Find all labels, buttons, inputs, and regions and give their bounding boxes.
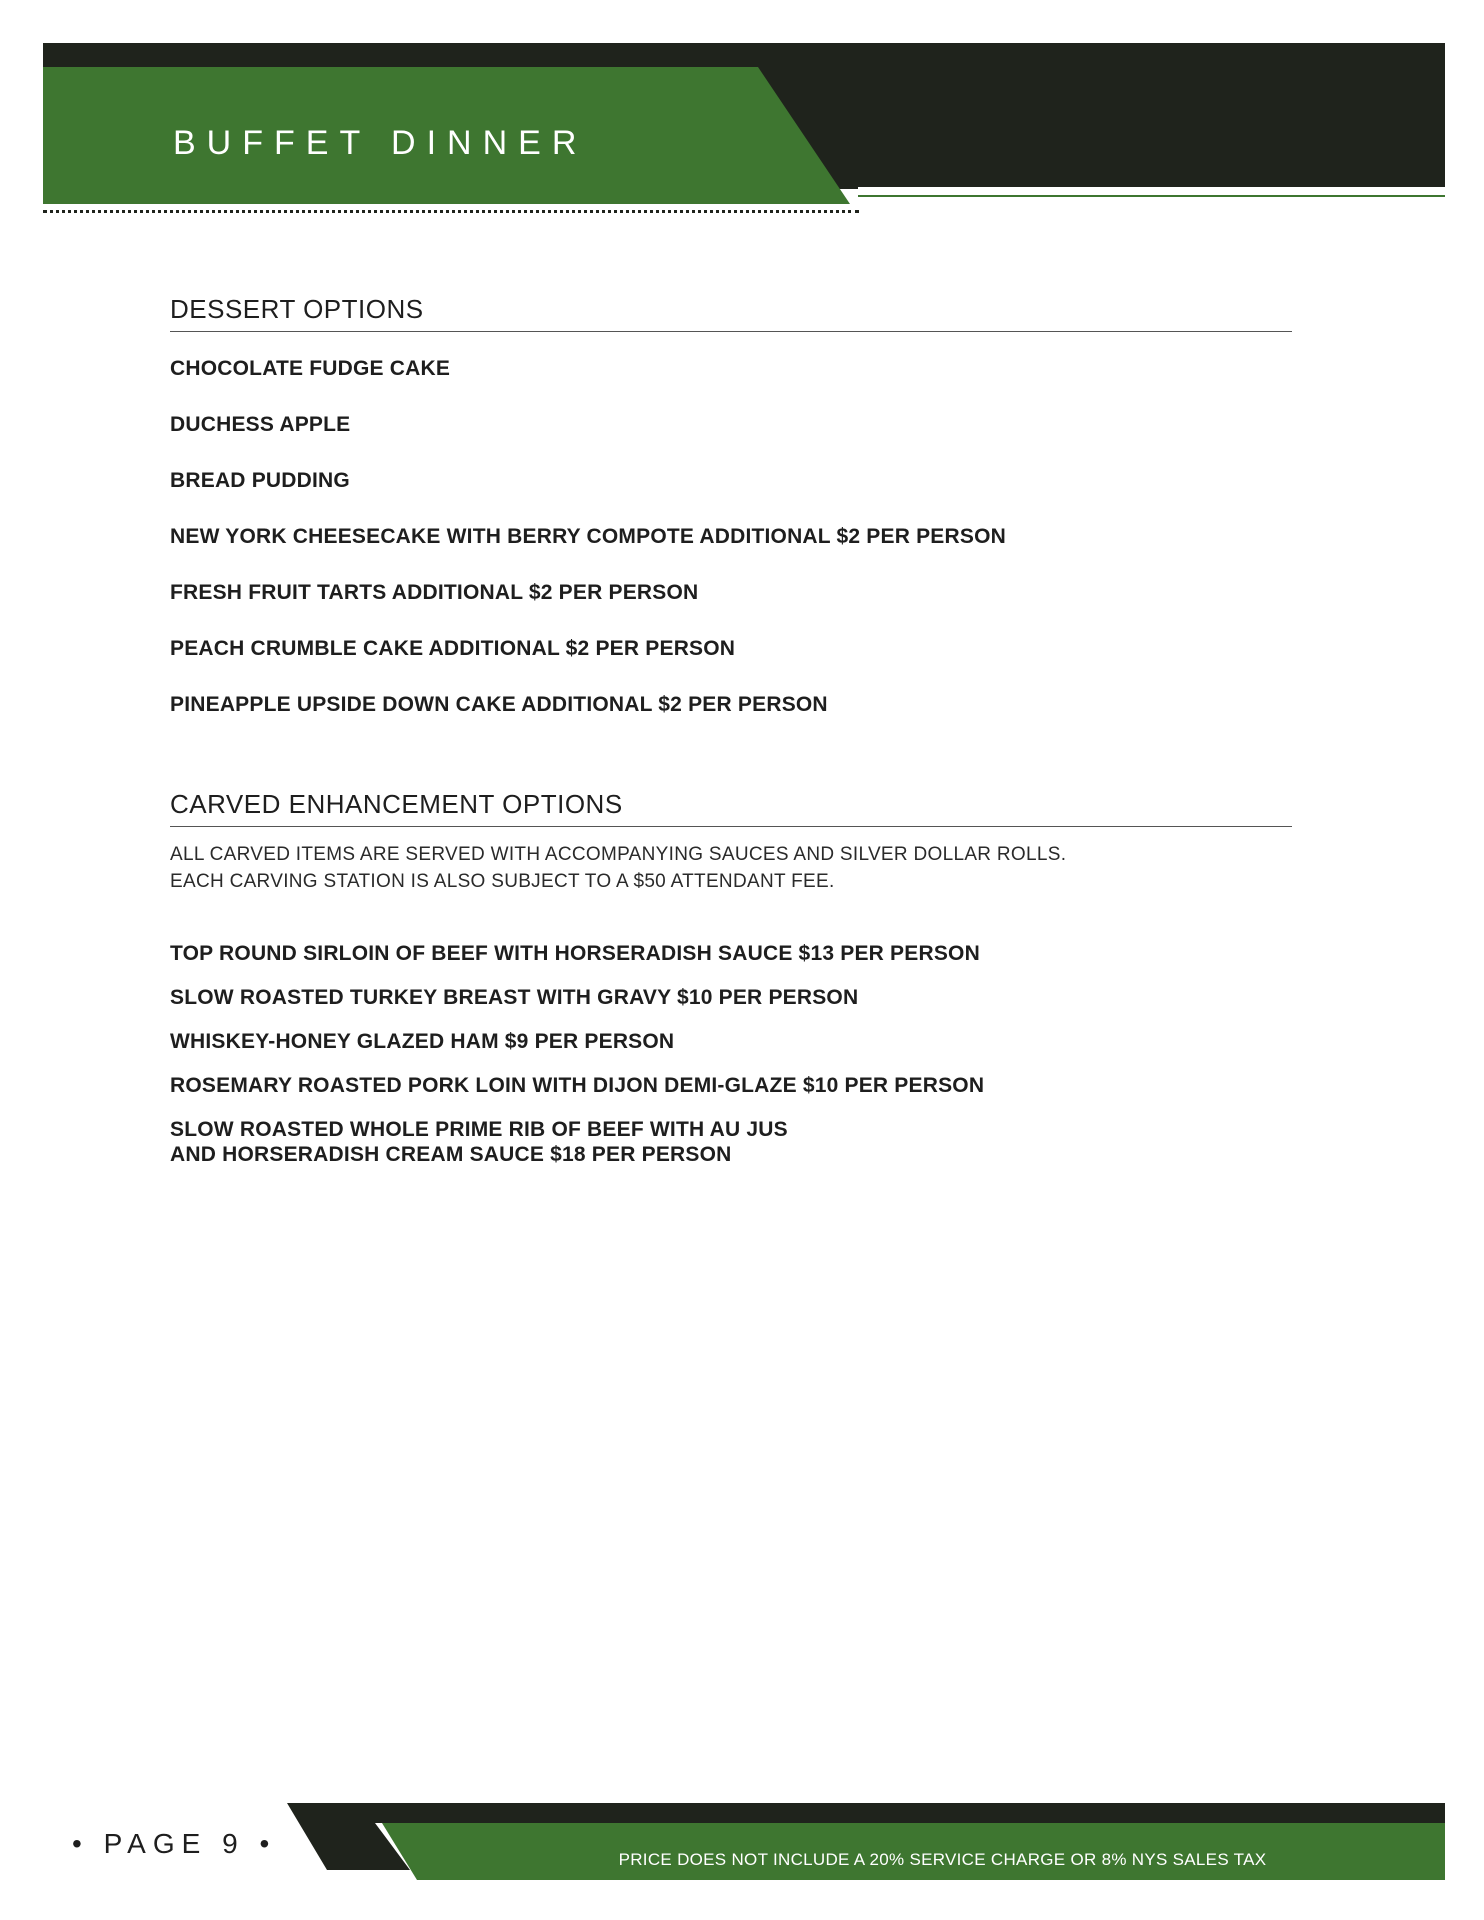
dessert-section: [170, 295, 1292, 332]
carved-section: [170, 790, 1292, 827]
carved-item: [170, 1029, 1292, 1054]
carved-item: [170, 985, 1292, 1010]
dessert-item-label: FRESH FRUIT TARTS ADDITIONAL $2 PER PERSON: [170, 581, 699, 604]
footer-disclaimer: PRICE DOES NOT INCLUDE A 20% SERVICE CHARGE OR 8% NYS SALES TAX: [618, 1850, 1267, 1869]
dessert-item-label: CHOCOLATE FUDGE CAKE: [170, 357, 451, 380]
dessert-item: [170, 580, 1292, 605]
dotted-divider: [43, 210, 859, 213]
carved-item-label: ROSEMARY ROASTED PORK LOIN WITH DIJON DEMI-GLAZE $10 PER PERSON: [170, 1074, 985, 1097]
carved-item-label: TOP ROUND SIRLOIN OF BEEF WITH HORSERADISH SAUCE $13 PER PERSON: [170, 942, 980, 965]
dessert-item: [170, 356, 1292, 381]
dessert-item: [170, 468, 1292, 493]
dessert-section-title: DESSERT OPTIONS: [170, 295, 1292, 332]
carved-item-label: SLOW ROASTED TURKEY BREAST WITH GRAVY $10 PER PERSON: [170, 986, 859, 1009]
carved-section-title: CARVED ENHANCEMENT OPTIONS: [170, 790, 1292, 827]
dessert-item: [170, 412, 1292, 437]
dessert-item-label: PEACH CRUMBLE CAKE ADDITIONAL $2 PER PERSON: [170, 637, 736, 660]
dessert-item-label: DUCHESS APPLE: [170, 413, 351, 436]
carved-item: [170, 1117, 1292, 1167]
carved-item: [170, 1073, 1292, 1098]
dessert-item: [170, 524, 1292, 549]
carved-note-line: EACH CARVING STATION IS ALSO SUBJECT TO A $50 ATTENDANT FEE.: [170, 870, 835, 892]
header-graphic: [0, 0, 1484, 230]
dessert-item-label: NEW YORK CHEESECAKE WITH BERRY COMPOTE ADDITIONAL $2 PER PERSON: [170, 525, 1006, 548]
carved-note-line: ALL CARVED ITEMS ARE SERVED WITH ACCOMPANYING SAUCES AND SILVER DOLLAR ROLLS.: [170, 844, 1067, 865]
carved-item: [170, 941, 1292, 966]
dessert-item-label: PINEAPPLE UPSIDE DOWN CAKE ADDITIONAL $2 PER PERSON: [170, 693, 828, 716]
page-number: • PAGE 9 •: [72, 1828, 277, 1859]
carved-item-label: SLOW ROASTED WHOLE PRIME RIB OF BEEF WITH AU JUS AND HORSERADISH CREAM SAUCE $18 PER PERSON: [170, 1118, 788, 1167]
dessert-item: [170, 636, 1292, 661]
carved-item-label: WHISKEY-HONEY GLAZED HAM $9 PER PERSON: [170, 1030, 675, 1053]
dessert-item-label: BREAD PUDDING: [170, 469, 350, 492]
dessert-item: [170, 692, 1292, 717]
page-title: BUFFET DINNER: [173, 124, 588, 162]
carved-note: [170, 842, 1292, 895]
